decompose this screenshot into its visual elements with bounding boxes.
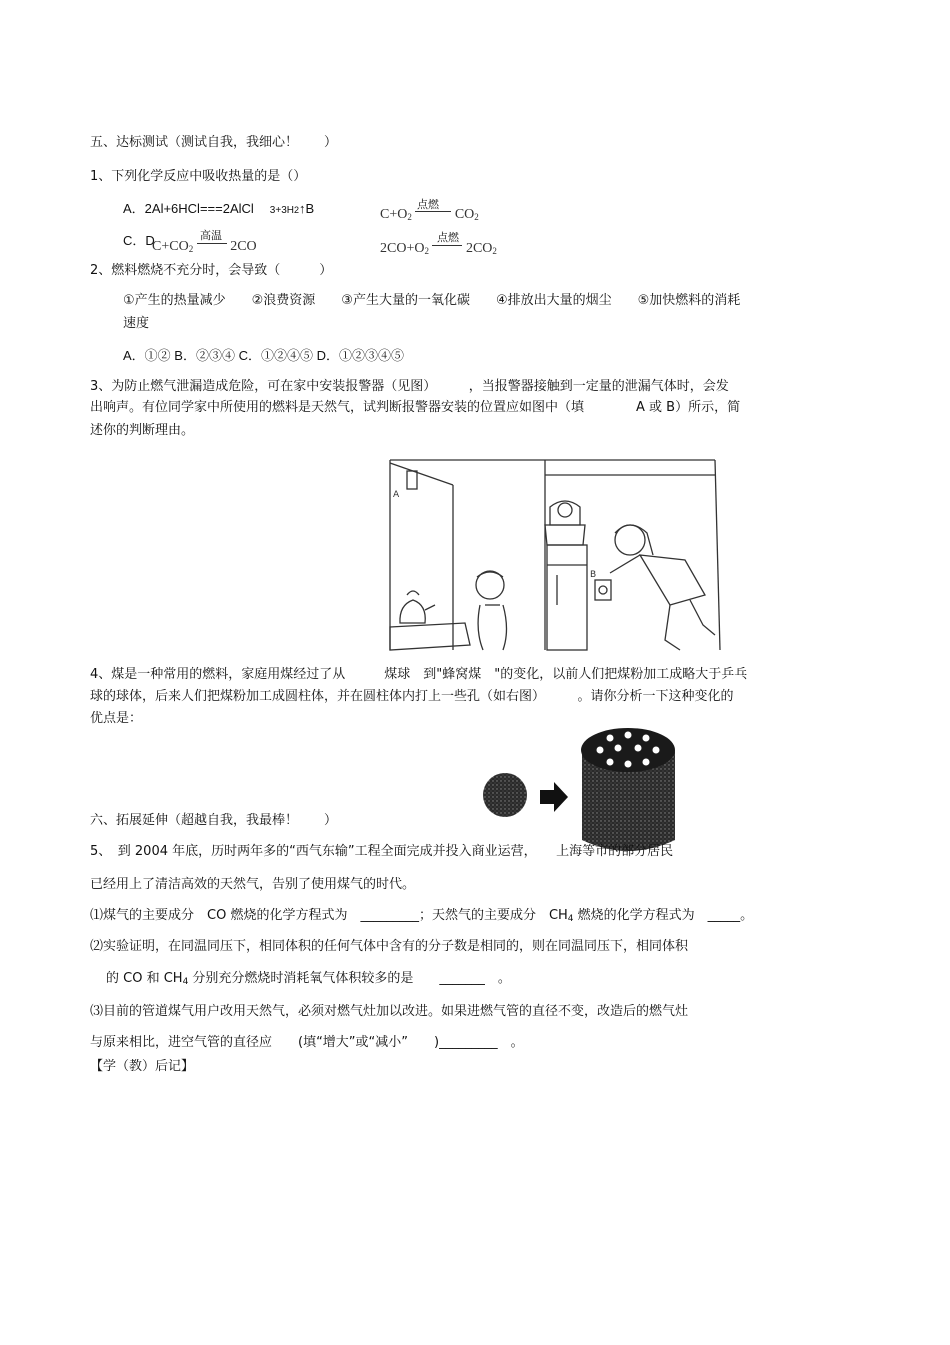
- q4-line1: 4、煤是一种常用的燃料，家庭用煤经过了从 煤球 到"蜂窝煤 "的变化，以前人们把煤粉加工成略大于乒乓: [90, 667, 748, 682]
- arrow-icon: [540, 782, 568, 812]
- q5-part2-c: 分别充分燃烧时消耗氧气体积较多的是 _______ 。: [188, 971, 511, 986]
- eq3-right-sub: 2: [492, 246, 497, 256]
- q1-option-a-end: ↑B: [299, 201, 315, 216]
- eq2-left: C+CO: [152, 239, 189, 254]
- eq2-left-sub: 2: [188, 244, 194, 254]
- q1-option-a: [123, 200, 314, 220]
- figure-label-b: B: [590, 570, 597, 580]
- footer-note: 【学（教）后记】: [90, 1059, 195, 1074]
- q5-part1-b: 燃烧的化学方程式为 _____。: [573, 908, 754, 923]
- q5-part3-a: ⑶目前的管道煤气用户改用天然气，必须对燃气灶加以改进。如果进燃气管的直径不变，改造后的燃气灶: [90, 1004, 689, 1019]
- eq3-condition: 点燃: [437, 231, 459, 244]
- q2-items-cont: 速度: [123, 316, 150, 331]
- q5-part2-b: [106, 970, 511, 991]
- q1-option-a-sub: 2: [293, 205, 299, 215]
- q5-part2-b-text: 的 CO 和 CH: [106, 971, 183, 986]
- eq1-right-sub: 2: [474, 212, 479, 222]
- q1-stem: 1、下列化学反应中吸收热量的是（）: [90, 169, 307, 184]
- q5-part1: [90, 907, 753, 928]
- coal-ball: [483, 773, 527, 817]
- eq1-left-sub: 2: [407, 212, 412, 222]
- q3-line2: 出响声。有位同学家中所使用的燃料是天然气，试判断报警器安装的位置应如图中（填 A 或 B）所示，简: [90, 400, 741, 415]
- q1-option-a-text: A．2Al+6HCl===2AlCl: [123, 201, 254, 216]
- eq2-right: 2CO: [230, 239, 257, 254]
- q2-options: A．①② B．②③④ C．①②④⑤ D．①②③④⑤: [123, 348, 404, 363]
- q4-line2: 球的球体，后来人们把煤粉加工成圆柱体，并在圆柱体内打上一些孔（如右图） 。请你分析一下这种变化的: [90, 689, 734, 704]
- eq1-condition: 点燃: [417, 198, 439, 211]
- q5-part3-b: 与原来相比，进空气管的直径应 (填“增大”或“减小” )_________ 。: [90, 1035, 524, 1050]
- coal-briquette-figure: [480, 720, 680, 860]
- eq1-right: CO: [454, 207, 475, 222]
- q2-items: ①产生的热量减少 ②浪费资源 ③产生大量的一氧化碳 ④排放出大量的烟尘 ⑤加快燃料的消耗: [123, 293, 741, 308]
- eq3-left-sub: 2: [424, 246, 429, 256]
- eq1-left: C+O: [380, 207, 408, 222]
- q5-line2: 已经用上了清洁高效的天然气，告别了使用煤气的时代。: [90, 877, 416, 892]
- eq3-right: 2CO: [465, 241, 493, 256]
- q5-part1-a: ⑴煤气的主要成分 CO 燃烧的化学方程式为 _________；天然气的主要成分 CH: [90, 908, 568, 923]
- q1-option-a-tail: 3+3H: [269, 205, 294, 216]
- gas-alarm-figure: [385, 455, 725, 660]
- q5-part2-a: ⑵实验证明，在同温同压下，相同体积的任何气体中含有的分子数是相同的，则在同温同压下，相同体积: [90, 939, 689, 954]
- eq3-left: 2CO+O: [380, 241, 425, 256]
- q5-part2-sub: 4: [182, 977, 189, 987]
- eq2-condition: 高温: [200, 229, 222, 242]
- q3-line1: 3、为防止燃气泄漏造成危险，可在家中安装报警器（见图） ，当报警器接触到一定量的泄漏气体时，会发: [90, 379, 729, 394]
- figure-label-a: A: [393, 490, 400, 500]
- section5-heading: 五、达标测试（测试自我，我细心！ ）: [90, 135, 338, 150]
- q5-part1-sub: 4: [567, 914, 574, 924]
- q3-line3: 述你的判断理由。: [90, 423, 195, 438]
- q2-stem: 2、燃料燃烧不充分时，会导致（ ）: [90, 263, 333, 278]
- q5-line1: 5、 到 2004 年底，历时两年多的“西气东输”工程全面完成并投入商业运营， 上海等市的部分居民: [90, 844, 674, 859]
- q4-line3: 优点是：: [90, 711, 143, 726]
- section6-heading: 六、拓展延伸（超越自我，我最棒！ ）: [90, 813, 338, 828]
- honeycomb-briquette: [581, 728, 675, 851]
- q1-option-c: C．D: [123, 233, 155, 248]
